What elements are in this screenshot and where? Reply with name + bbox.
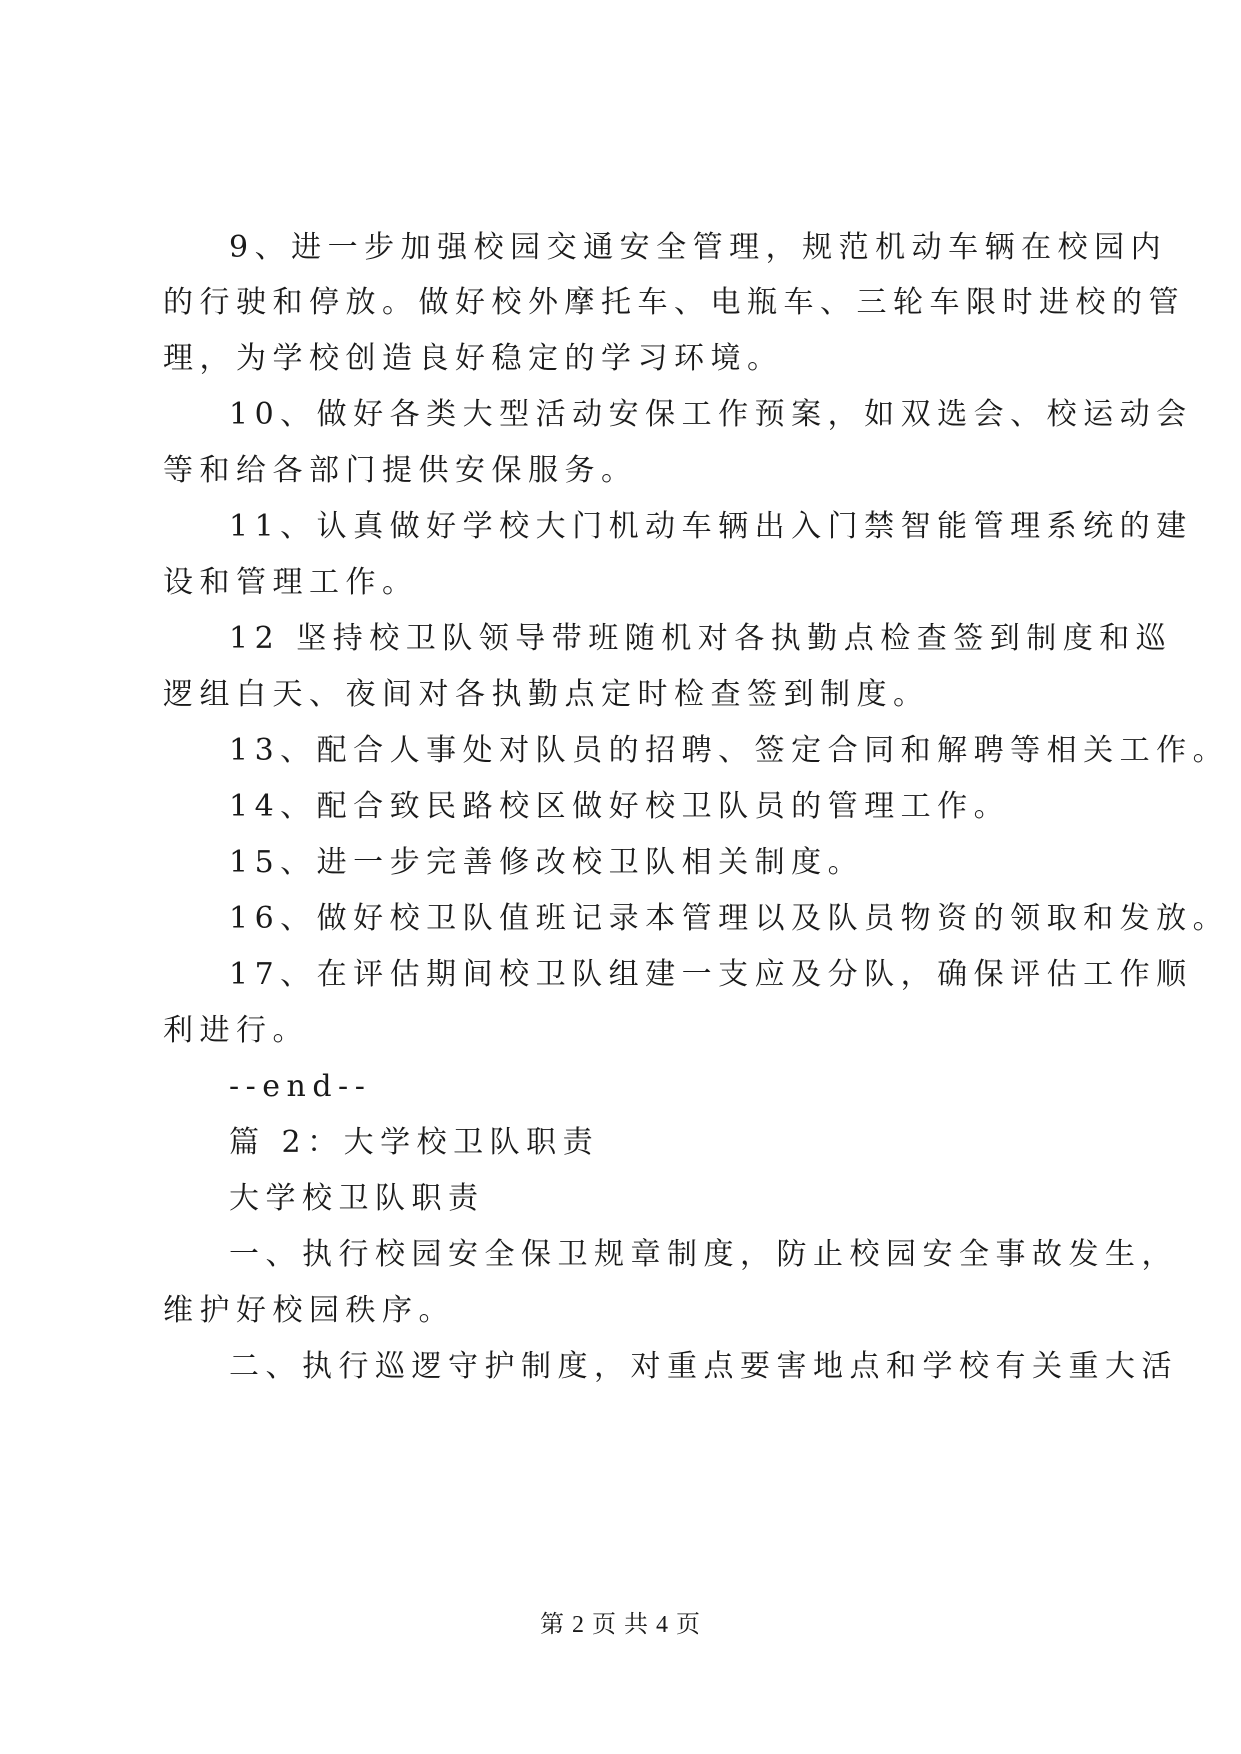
text-line: 12 坚持校卫队领导带班随机对各执勤点检查签到制度和巡: [229, 621, 1173, 656]
text-line: 10、做好各类大型活动安保工作预案，如双选会、校运动会: [229, 397, 1193, 432]
text-line: 15、进一步完善修改校卫队相关制度。: [229, 845, 865, 880]
text-line: 维护好校园秩序。: [163, 1293, 455, 1328]
section-title: 大学校卫队职责: [229, 1181, 485, 1216]
text-line: 一、执行校园安全保卫规章制度，防止校园安全事故发生，: [229, 1237, 1178, 1272]
text-line: 11、认真做好学校大门机动车辆出入门禁智能管理系统的建: [229, 509, 1193, 544]
text-line: 的行驶和停放。做好校外摩托车、电瓶车、三轮车限时进校的管: [163, 285, 1185, 320]
page-number: 第 2 页 共 4 页: [540, 1612, 701, 1638]
text-line: 二、执行巡逻守护制度，对重点要害地点和学校有关重大活: [229, 1349, 1178, 1384]
text-line: 13、配合人事处对队员的招聘、签定合同和解聘等相关工作。: [229, 733, 1230, 768]
text-line: 等和给各部门提供安保服务。: [163, 453, 638, 488]
text-line: 理，为学校创造良好稳定的学习环境。: [163, 341, 784, 376]
text-line: 14、配合致民路校区做好校卫队员的管理工作。: [229, 789, 1011, 824]
text-line: 逻组白天、夜间对各执勤点定时检查签到制度。: [163, 677, 930, 712]
end-marker: --end--: [229, 1069, 372, 1104]
section-heading: 篇 2：大学校卫队职责: [229, 1125, 600, 1160]
text-line: 设和管理工作。: [163, 565, 419, 600]
text-line: 9、进一步加强校园交通安全管理，规范机动车辆在校园内: [229, 230, 1168, 265]
text-line: 利进行。: [163, 1013, 309, 1048]
text-line: 17、在评估期间校卫队组建一支应及分队，确保评估工作顺: [229, 957, 1193, 992]
text-line: 16、做好校卫队值班记录本管理以及队员物资的领取和发放。: [229, 901, 1230, 936]
